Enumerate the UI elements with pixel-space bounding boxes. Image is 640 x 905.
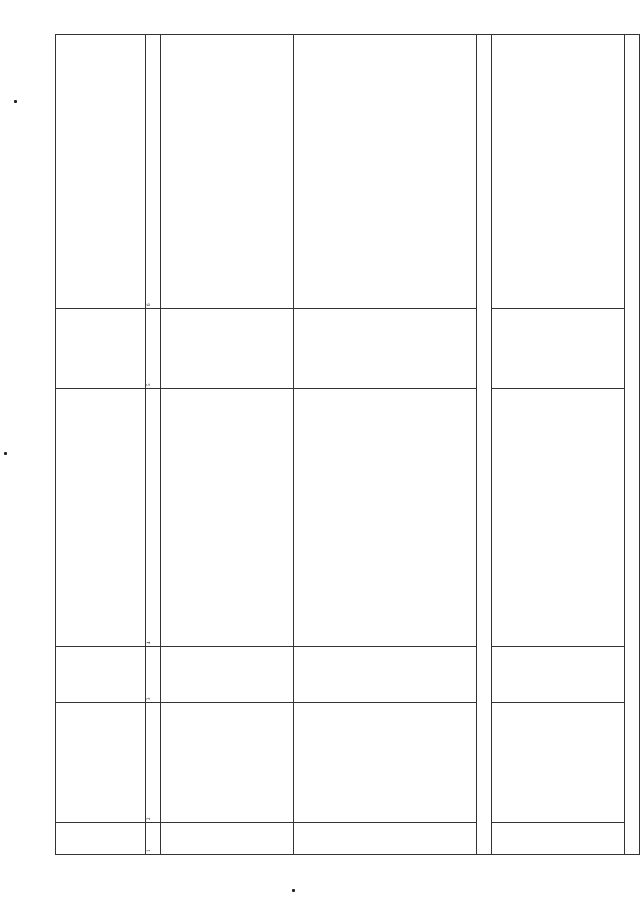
indicator-name xyxy=(492,703,624,823)
section-row xyxy=(624,35,639,855)
responsible-body xyxy=(492,35,624,309)
table-row xyxy=(492,35,624,855)
header-unit xyxy=(56,647,146,703)
calculation-method xyxy=(293,389,477,647)
unit-of-measure xyxy=(492,647,624,703)
row-number xyxy=(161,823,293,855)
calculation-method xyxy=(492,389,624,647)
indicator-table xyxy=(55,34,640,855)
header-calculation-method xyxy=(56,389,146,647)
rotated-table-container xyxy=(55,35,640,855)
header-deadline xyxy=(56,309,146,389)
section-heading xyxy=(477,35,492,855)
column-number: 2 xyxy=(146,703,161,823)
scan-speck xyxy=(292,889,295,892)
header-indicator-name xyxy=(56,703,146,823)
row-number xyxy=(492,823,624,855)
submission-deadline xyxy=(293,309,477,389)
table-row xyxy=(293,35,477,855)
column-number: 5 xyxy=(146,309,161,389)
header-responsible-body xyxy=(56,35,146,309)
column-number: 3 xyxy=(146,647,161,703)
section-row xyxy=(477,35,492,855)
unit-of-measure xyxy=(161,647,293,703)
calculation-method xyxy=(161,389,293,647)
indicator-name xyxy=(161,703,293,823)
header-number xyxy=(56,823,146,855)
indicator-name xyxy=(293,703,477,823)
column-number: 6 xyxy=(146,35,161,309)
row-number xyxy=(293,823,477,855)
responsible-body xyxy=(161,35,293,309)
responsible-body xyxy=(293,35,477,309)
scan-speck xyxy=(4,452,7,455)
submission-deadline xyxy=(161,309,293,389)
column-number: 4 xyxy=(146,389,161,647)
scan-speck xyxy=(14,100,17,103)
table-header-row xyxy=(56,35,146,855)
column-number: 1 xyxy=(146,823,161,855)
table-row xyxy=(161,35,293,855)
column-number-row xyxy=(146,35,161,855)
section-heading xyxy=(624,35,639,855)
unit-of-measure xyxy=(293,647,477,703)
submission-deadline xyxy=(492,309,624,389)
